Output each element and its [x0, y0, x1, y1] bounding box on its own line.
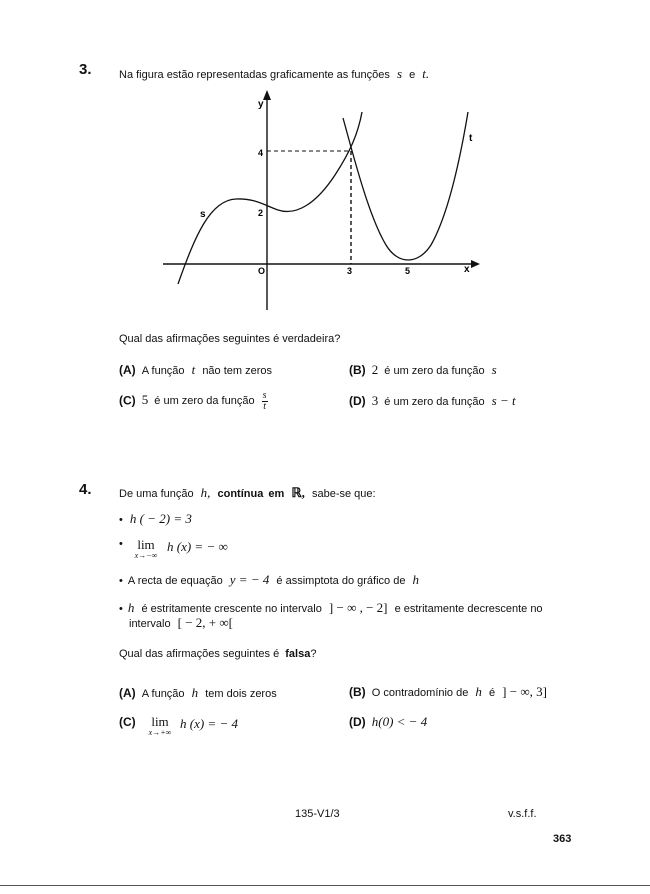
- q4-prompt-end: ?: [310, 648, 317, 660]
- option-b-var: s: [491, 362, 497, 377]
- x-axis-arrow: [471, 260, 480, 268]
- bullet-dot: •: [119, 514, 123, 526]
- q4-bullet-1: [119, 511, 192, 527]
- limit-subscript: x→−∞: [134, 551, 158, 560]
- option-b-text1: é um zero da função: [384, 365, 485, 377]
- bullet-3-text1: A recta de equação: [127, 575, 223, 587]
- question-4-stem: [119, 485, 376, 501]
- option-d-num: 3: [371, 393, 379, 408]
- y-tick-2: 2: [258, 208, 264, 218]
- curve-t-label: t: [469, 133, 473, 144]
- vsff-note: v.s.f.f.: [508, 808, 537, 820]
- option-b-var: h: [475, 684, 482, 699]
- limit-subscript: x→+∞: [148, 728, 172, 737]
- bullet-4-text2: e estritamente decrescente no: [394, 603, 543, 615]
- bottom-rule: [0, 885, 650, 886]
- bullet-1-expr: h ( − 2) = 3: [129, 511, 192, 526]
- option-c-limit: [144, 715, 176, 737]
- q4-option-b: [349, 684, 547, 700]
- option-d-text1: é um zero da função: [384, 396, 485, 408]
- x-axis-label: x: [464, 264, 470, 275]
- bullet-2-rest: h (x) = − ∞: [167, 539, 228, 554]
- fraction-numerator: s: [262, 390, 267, 401]
- bullet-dot: •: [119, 575, 123, 587]
- q4-bullet-4: [119, 600, 543, 616]
- x-tick-5: 5: [405, 266, 411, 276]
- option-c-text1: é um zero da função: [154, 395, 255, 408]
- bullet-4-text3: intervalo: [129, 618, 171, 630]
- option-a-text1: A função: [141, 688, 185, 700]
- option-a-text1: A função: [141, 365, 185, 377]
- option-b-text2: é: [488, 687, 496, 699]
- page-number: 363: [553, 833, 572, 845]
- option-d-expr: h(0) < − 4: [371, 714, 428, 729]
- option-a-text2: não tem zeros: [202, 365, 273, 377]
- bullet-4-var: h: [127, 600, 135, 615]
- option-b-text1: O contradomínio de: [371, 687, 469, 699]
- q4-em: em: [268, 488, 285, 500]
- bullet-4-interval-1: ] − ∞ , − 2]: [328, 600, 388, 615]
- q4-option-c: [119, 713, 319, 739]
- bullet-2-limit: [131, 538, 161, 560]
- q4-prompt-text: Qual das afirmações seguintes é: [119, 648, 280, 660]
- q3-option-c: [119, 391, 268, 412]
- conjunction: e: [409, 69, 416, 81]
- option-c-fraction: [262, 391, 268, 412]
- question-4-prompt: [119, 648, 316, 660]
- option-a-text2: tem dois zeros: [205, 688, 277, 700]
- q4-option-d: [349, 714, 427, 730]
- q4-bullet-4-line-2: [129, 615, 233, 631]
- option-b-letter: (B): [349, 685, 366, 699]
- option-a-letter: (A): [119, 686, 136, 700]
- option-d-letter: (D): [349, 394, 366, 408]
- q4-stem-text1: De uma função: [119, 488, 194, 500]
- question-3-number: 3.: [79, 61, 92, 78]
- option-b-interval: ] − ∞, 3]: [502, 684, 547, 699]
- q4-prompt-bold: falsa: [285, 648, 311, 660]
- option-a-var: t: [191, 362, 196, 377]
- limit-word: lim: [151, 714, 169, 729]
- question-3-stem-text: Na figura estão representadas graficamente as funções: [119, 69, 390, 81]
- bullet-3-eq: y = − 4: [229, 572, 270, 587]
- x-tick-3: 3: [347, 266, 353, 276]
- option-b-letter: (B): [349, 363, 366, 377]
- curve-t: [343, 112, 468, 260]
- bullet-3-var: h: [412, 572, 420, 587]
- bullet-4-text1: é estritamente crescente no intervalo: [141, 603, 322, 615]
- q4-option-a: [119, 685, 277, 701]
- option-c-letter: (C): [119, 715, 136, 729]
- bullet-dot: •: [119, 603, 123, 615]
- option-d-letter: (D): [349, 715, 366, 729]
- option-c-num: 5: [141, 392, 149, 408]
- origin-label: O: [258, 266, 266, 276]
- question-3-prompt: Qual das afirmações seguintes é verdadeira?: [119, 333, 341, 345]
- option-a-letter: (A): [119, 363, 136, 377]
- function-t-label: t.: [422, 66, 430, 81]
- function-s-label: s: [396, 66, 403, 81]
- q3-option-a: [119, 362, 272, 378]
- q4-bullet-3: [119, 572, 419, 588]
- y-axis-arrow: [263, 90, 271, 100]
- q3-option-d: [349, 393, 516, 409]
- option-c-letter: (C): [119, 393, 136, 408]
- bullet-4-interval-2: [ − 2, + ∞[: [177, 615, 233, 630]
- curve-s-label: s: [200, 209, 206, 220]
- limit-word: lim: [137, 537, 155, 552]
- q4-continua: contínua: [217, 488, 264, 500]
- exam-code: 135-V1/3: [295, 808, 340, 820]
- q4-var-h: h,: [200, 485, 211, 500]
- y-tick-4: 4: [258, 148, 264, 158]
- q3-option-b: [349, 362, 497, 378]
- option-c-rest: h (x) = − 4: [180, 716, 238, 731]
- bullet-3-text2: é assimptota do gráfico de: [276, 575, 406, 587]
- question-4-number: 4.: [79, 481, 92, 498]
- option-d-expr: s − t: [491, 393, 516, 408]
- y-axis-label: y: [258, 99, 264, 110]
- bullet-dot: •: [119, 538, 123, 550]
- option-b-num: 2: [371, 362, 379, 377]
- fraction-denominator: t: [263, 401, 266, 412]
- q4-reals: ℝ,: [291, 485, 305, 500]
- q4-stem-text2: sabe-se que:: [311, 488, 376, 500]
- option-a-var: h: [191, 685, 199, 700]
- curve-s: [178, 112, 362, 284]
